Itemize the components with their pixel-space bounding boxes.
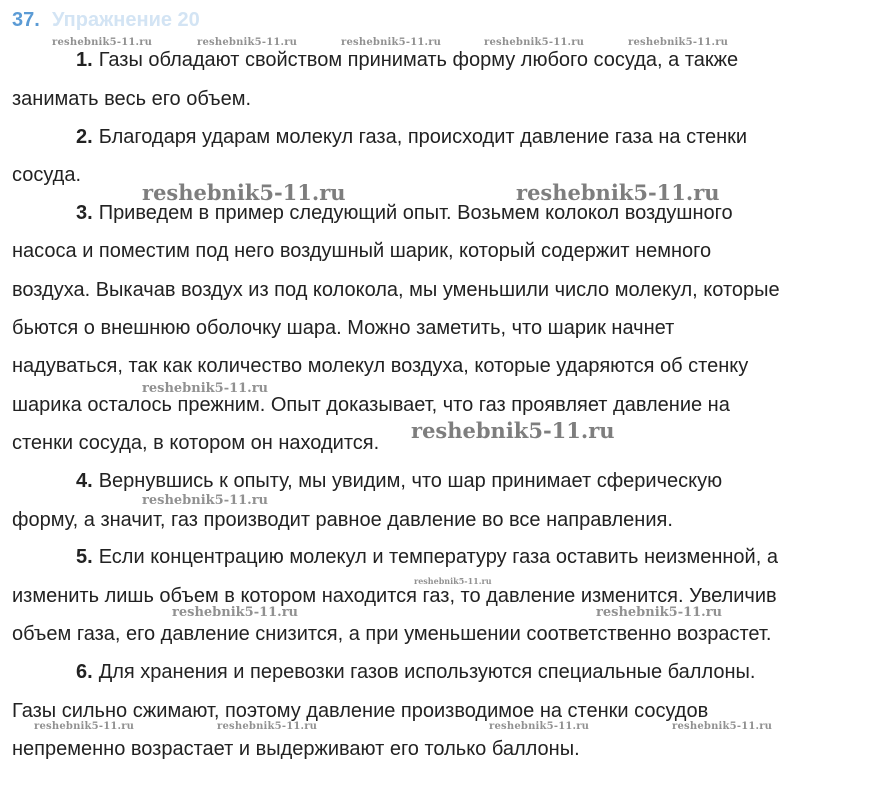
paragraph-3-line-4: бьются о внешнюю оболочку шара. Можно заметить, что шарик начнет xyxy=(12,317,675,339)
paragraph-6-line-3: непременно возрастает и выдерживают его только баллоны. xyxy=(12,738,580,760)
watermark-text: reshebnik5-11.ru xyxy=(414,576,492,586)
paragraph-number: 2. xyxy=(76,126,93,148)
paragraph-3-line-5: надуваться, так как количество молекул воздуха, которые ударяются об стенку xyxy=(12,355,749,377)
watermark-text: reshebnik5-11.ru xyxy=(596,605,723,620)
line-text: Газы обладают свойством принимать форму любого сосуда, а также xyxy=(98,49,739,71)
watermark-text: reshebnik5-11.ru xyxy=(341,37,442,48)
paragraph-3-line-7: стенки сосуда, в котором он находится. xyxy=(12,432,380,454)
watermark-text: reshebnik5-11.ru xyxy=(484,37,585,48)
line-text: Благодаря ударам молекул газа, происходит давление газа на стенки xyxy=(98,126,748,148)
watermark-text: reshebnik5-11.ru xyxy=(516,180,720,205)
paragraph-number: 6. xyxy=(76,661,93,683)
line-text: Для хранения и перевозки газов используются специальные баллоны. xyxy=(98,661,756,683)
paragraph-3-line-3: воздуха. Выкачав воздух из под колокола, мы уменьшили число молекул, которые xyxy=(12,279,780,301)
watermark-text: reshebnik5-11.ru xyxy=(142,381,269,396)
paragraph-3-line-2: насоса и поместим под него воздушный шарик, который содержит немного xyxy=(12,240,712,262)
watermark-text: reshebnik5-11.ru xyxy=(217,721,318,732)
paragraph-number: 4. xyxy=(76,470,93,492)
watermark-text: reshebnik5-11.ru xyxy=(489,721,590,732)
watermark-text: reshebnik5-11.ru xyxy=(411,418,615,443)
line-text: Приведем в пример следующий опыт. Возьмем колокол воздушного xyxy=(98,202,733,224)
paragraph-3-line-1 xyxy=(76,199,733,227)
paragraph-6-line-2: Газы сильно сжимают, поэтому давление производимое на стенки сосудов xyxy=(12,700,709,722)
paragraph-3-line-6: шарика осталось прежним. Опыт доказывает, что газ проявляет давление на xyxy=(12,394,730,416)
watermark-text: reshebnik5-11.ru xyxy=(142,493,269,508)
paragraph-5-line-1 xyxy=(76,543,778,571)
paragraph-5-line-2: изменить лишь объем в котором находится газ, то давление изменится. Увеличив xyxy=(12,585,777,607)
paragraph-4-line-1 xyxy=(76,467,722,495)
watermark-text: reshebnik5-11.ru xyxy=(197,37,298,48)
paragraph-1-line-2: занимать весь его объем. xyxy=(12,88,252,110)
paragraph-number: 1. xyxy=(76,49,93,71)
watermark-text: reshebnik5-11.ru xyxy=(142,180,346,205)
paragraph-4-line-2: форму, а значит, газ производит равное давление во все направления. xyxy=(12,509,673,531)
paragraph-number: 5. xyxy=(76,546,93,568)
task-number: 37. xyxy=(12,9,40,31)
watermark-text: reshebnik5-11.ru xyxy=(672,721,773,732)
paragraph-6-line-1 xyxy=(76,658,755,686)
paragraph-number: 3. xyxy=(76,202,93,224)
line-text: Вернувшись к опыту, мы увидим, что шар принимает сферическую xyxy=(98,470,723,492)
task-title-faded: Упражнение 20 xyxy=(52,9,200,31)
watermark-text: reshebnik5-11.ru xyxy=(52,37,153,48)
watermark-text: reshebnik5-11.ru xyxy=(172,605,299,620)
paragraph-2-line-1 xyxy=(76,123,747,151)
paragraph-5-line-3: объем газа, его давление снизится, а при уменьшении соответственно возрастет. xyxy=(12,623,772,645)
paragraph-2-line-2: сосуда. xyxy=(12,164,82,186)
paragraph-1-line-1 xyxy=(76,46,738,74)
watermark-text: reshebnik5-11.ru xyxy=(34,721,135,732)
line-text: Если концентрацию молекул и температуру газа оставить неизменной, а xyxy=(98,546,778,568)
watermark-text: reshebnik5-11.ru xyxy=(628,37,729,48)
